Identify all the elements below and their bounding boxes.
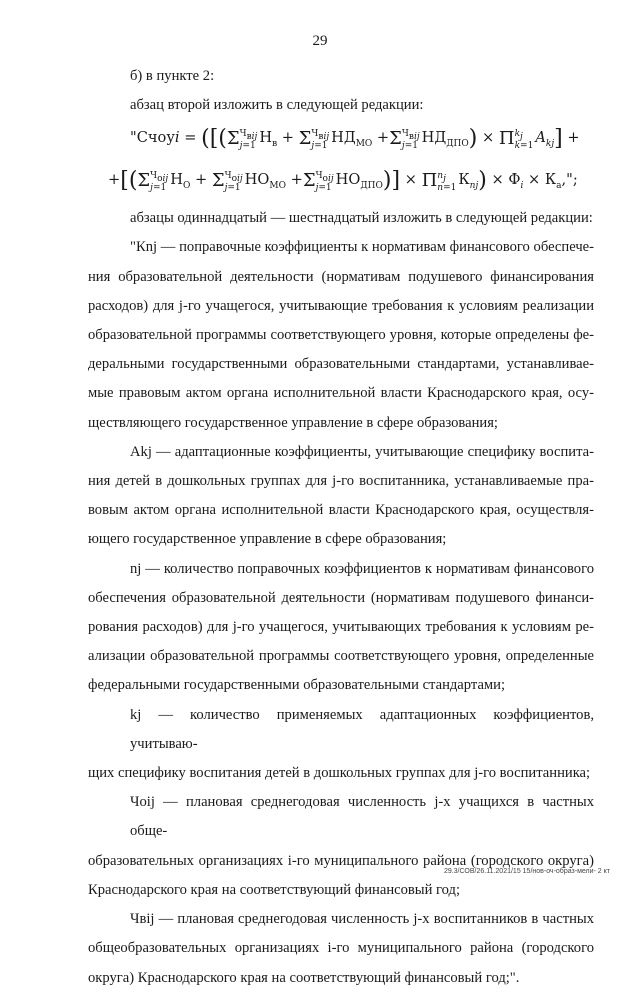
paragraph-line: ния образовательной деятельности (нормативам подушевого финансирования xyxy=(88,268,594,285)
paragraph-line: мые правовым актом органа исполнительной власти Краснодарского края, осу- xyxy=(88,385,594,402)
paragraph-line: Краснодарского края на соответствующий финансовый год; xyxy=(88,881,461,898)
paragraph-line: kj — количество применяемых адаптационных коэффициентов, учитываю- xyxy=(130,706,594,752)
paragraph-k-nj xyxy=(88,233,594,437)
paragraph-line: рования расходов) для j-го учащегося, учитывающих требования к условиям ре- xyxy=(88,619,594,636)
paragraph-line: расходов) для j-го учащегося, учитывающие требования к условиям реализации xyxy=(88,297,594,314)
paragraph-line: щих специфику воспитания детей в дошкольных группах для j-го воспитанника; xyxy=(88,765,591,782)
paragraph-line: федеральными государственными образовательными стандартами; xyxy=(88,677,506,694)
paragraph-line: вовым актом органа исполнительной власти Краснодарского края, осуществля- xyxy=(88,502,594,519)
paragraph-line: Чoij — плановая среднегодовая численность j-х учащихся в частных обще- xyxy=(130,794,594,840)
formula-line-1: "Счоуi = ([(Σ $Ч_{вij}$ j=1 $Н_в + \Sigma$ $Ч_{вij}$ j=1 $НД_{МО} +\Sigma$ $Ч_{вij}$ j=1 $НД_{ДПО}) \times \Pi$ $k_j$ k=1 $A_{kj}$] + xyxy=(130,126,580,152)
intro-line-1: б) в пункте 2: xyxy=(130,68,215,84)
paragraph-n-j xyxy=(88,555,594,701)
paragraph-line: ющего государственное управление в сфере образования; xyxy=(88,531,447,548)
formula-line-2: +[(Σ $Ч_{оij}$ j=1 $Н_О + \Sigma$ $Ч_{оij}$ j=1 $НО_{МО} +\Sigma$ $Ч_{оij}$ j=1 $НО_{ДПО})] \times \Pi$ $n_j$ n=1 $К_{nj}) \times Ф_i \times К_а$,"; xyxy=(108,168,578,194)
intro-line-2: абзац второй изложить в следующей редакции: xyxy=(130,97,424,114)
paragraph-line: обеспечения образовательной деятельности (нормативам подушевого финанси- xyxy=(88,589,594,606)
paragraph-line: nj — количество поправочных коэффициентов к нормативам финансового xyxy=(130,560,594,577)
document-footer-code: 29.3/СОВ/26.11.2021/15 15/нов-оч-образ-мели- 2 кт xyxy=(443,868,610,875)
paragraph-line: ния детей в дошкольных группах для j-го воспитанника, устанавливаемые пра- xyxy=(88,473,594,490)
paragraph-line: образовательной программы соответствующего уровня, которые определены фе- xyxy=(88,327,594,344)
paragraph-line: деральными государственными образовательными стандартами, устанавливае- xyxy=(88,356,594,373)
paragraph-line: Аkj — адаптационные коэффициенты, учитывающие специфику воспита- xyxy=(130,443,594,460)
paragraph-k-j xyxy=(88,701,594,789)
paragraph-line: общеобразовательных организациях i-го муниципального района (городского xyxy=(88,940,594,957)
paragraph-line: образовательных организациях i-го муниципального района (городского округа) xyxy=(88,852,594,869)
paragraph-line: "Кnj — поправочные коэффициенты к нормативам финансового обеспече- xyxy=(130,239,594,256)
paragraph-line: округа) Краснодарского края на соответствующий финансовый год;". xyxy=(88,969,520,986)
paragraph-line: Чвij — плановая среднегодовая численность j-х воспитанников в частных xyxy=(130,911,594,928)
paragraph-a-kj xyxy=(88,438,594,555)
paragraph-line: ализации образовательной программы соответствующего уровня, определенные xyxy=(88,648,594,665)
paragraph-line: ществляющего государственное управление в сфере образования; xyxy=(88,414,498,431)
abzac-intro: абзацы одиннадцатый — шестнадцатый изложить в следующей редакции: xyxy=(130,210,593,227)
paragraph-ch-oij xyxy=(88,788,594,905)
paragraph-ch-vij xyxy=(88,905,594,993)
document-body xyxy=(88,62,594,993)
page-number: 29 xyxy=(312,33,328,49)
